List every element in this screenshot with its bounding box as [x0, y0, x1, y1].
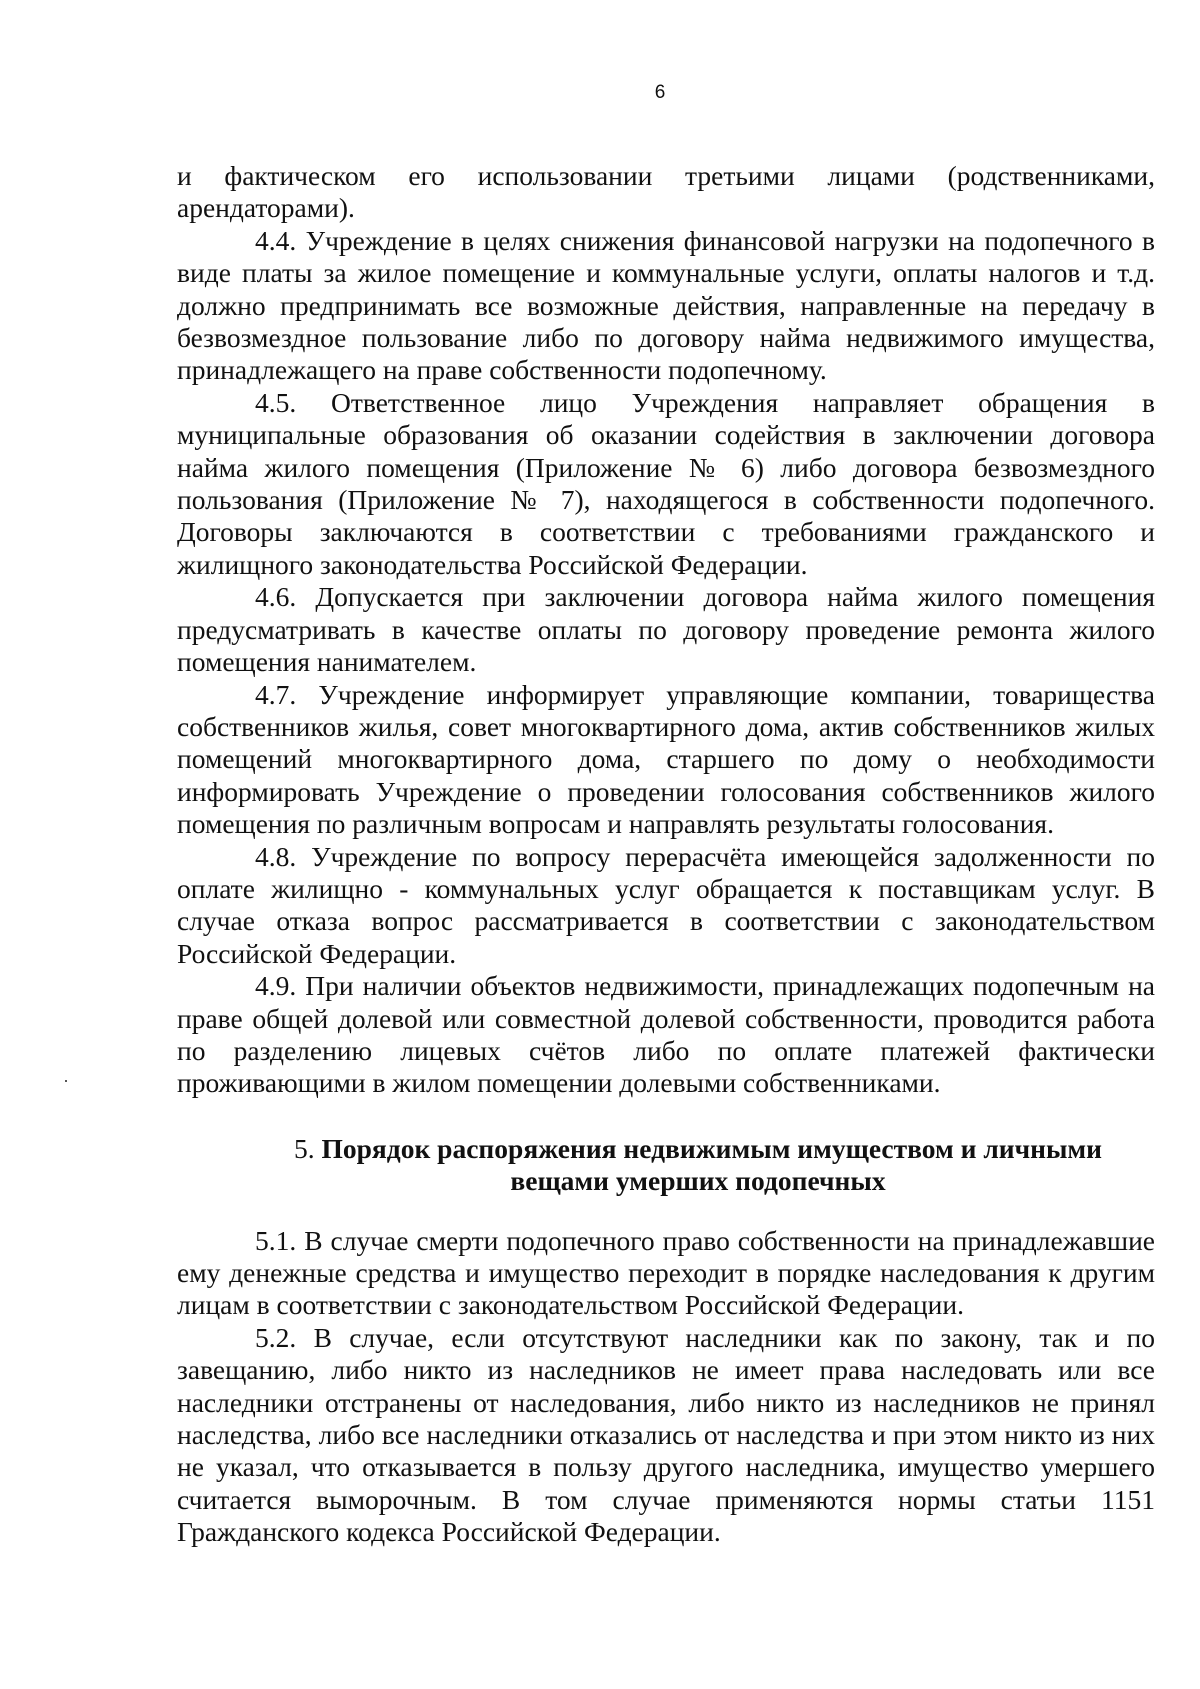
- section-title-line1: Порядок распоряжения недвижимым имуществом и личными: [321, 1132, 1102, 1164]
- scan-speck: [65, 1080, 67, 1082]
- paragraph-4-5: 4.5. Ответственное лицо Учреждения направляет обращения в муниципальные образования об оказании содействия в заключении договора найма жилого помещения (Приложение № 6) либо договора безвозмездного пользования (Приложение № 7), находящегося в собственности подопечного. Договоры заключаются в соответствии с требованиями гражданского и жилищного законодательства Российской Федерации.: [177, 386, 1155, 580]
- section-heading: [177, 1133, 1155, 1198]
- page-number: 6: [654, 82, 666, 103]
- section-title-line2: вещами умерших подопечных: [510, 1165, 886, 1197]
- paragraph-4-7: 4.7. Учреждение информирует управляющие компании, товарищества собственников жилья, совет многоквартирного дома, актив собственников жилых помещений многоквартирного дома, старшего по дому о необходимости информировать Учреждение о проведении голосования собственников жилого помещения по различным вопросам и направлять результаты голосования.: [177, 678, 1155, 840]
- section-number: 5.: [293, 1132, 315, 1164]
- paragraph-5-2: 5.2. В случае, если отсутствуют наследники как по закону, так и по завещанию, либо никто из наследников не имеет права наследовать или все наследники отстранены от наследования, либо никто из наследников не принял наследства, либо все наследники отказались от наследства и при этом никто из них не указал, что отказывается в пользу другого наследника, имущество умершего считается выморочным. В том случае применяются нормы статьи 1151 Гражданского кодекса Российской Федерации.: [177, 1321, 1155, 1548]
- document-body: [177, 160, 1155, 1549]
- paragraph-5-1: 5.1. В случае смерти подопечного право собственности на принадлежавшие ему денежные средства и имущество переходит в порядке наследования к другим лицам в соответствии с законодательством Российской Федерации.: [177, 1224, 1155, 1321]
- paragraph-4-6: 4.6. Допускается при заключении договора найма жилого помещения предусматривать в качестве оплаты по договору проведение ремонта жилого помещения нанимателем.: [177, 581, 1155, 678]
- paragraph-continuation: и фактическом его использовании третьими лицами (родственниками, арендаторами).: [177, 160, 1155, 224]
- paragraph-4-9: 4.9. При наличии объектов недвижимости, принадлежащих подопечным на праве общей долевой или совместной долевой собственности, проводится работа по разделению лицевых счётов либо по оплате платежей фактически проживающими в жилом помещении долевыми собственниками.: [177, 970, 1155, 1099]
- paragraph-4-8: 4.8. Учреждение по вопросу перерасчёта имеющейся задолженности по оплате жилищно - коммунальных услуг обращается к поставщикам услуг. В случае отказа вопрос рассматривается в соответствии с законодательством Российской Федерации.: [177, 840, 1155, 969]
- paragraph-4-4: 4.4. Учреждение в целях снижения финансовой нагрузки на подопечного в виде платы за жилое помещение и коммунальные услуги, оплаты налогов и т.д. должно предпринимать все возможные действия, направленные на передачу в безвозмездное пользование либо по договору найма недвижимого имущества, принадлежащего на праве собственности подопечному.: [177, 224, 1155, 386]
